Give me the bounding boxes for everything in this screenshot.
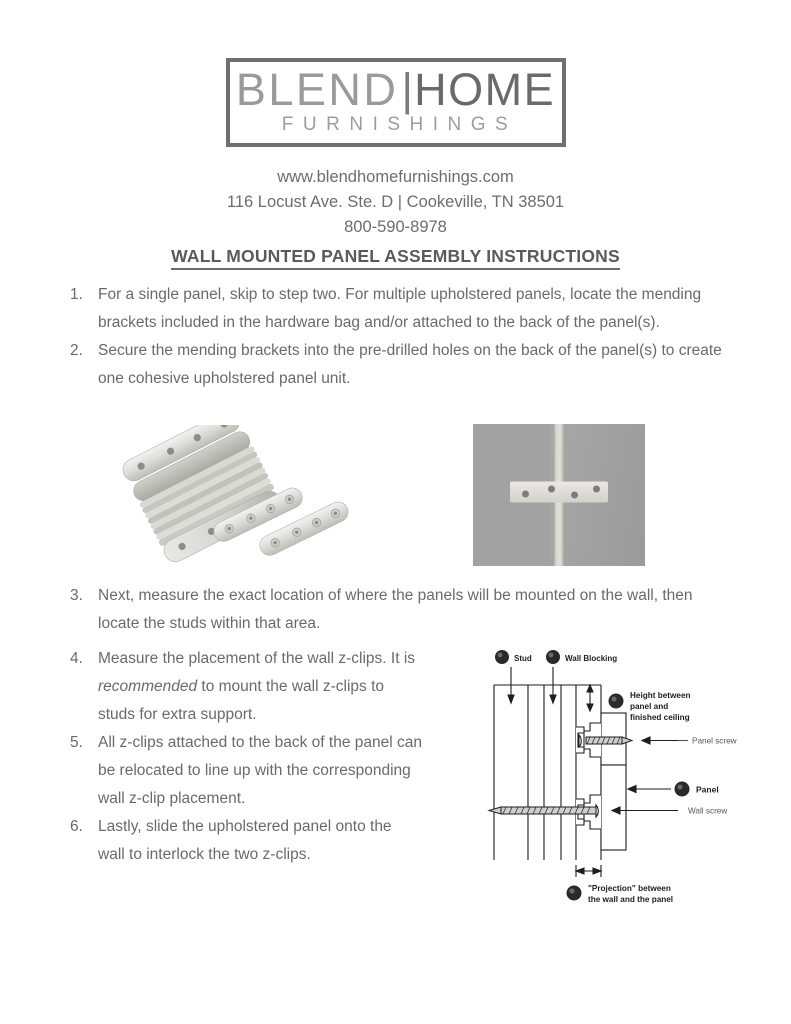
list-item [62,645,422,729]
bullet-stud [495,650,509,664]
diagram-label-stud: Stud [514,654,532,663]
step-number: 5. [70,734,83,751]
bullet-height [609,694,624,709]
bullet-panel [675,782,690,797]
diagram-label-panel: Panel [696,784,719,795]
logo-subtitle: FURNISHINGS [281,114,518,135]
panel-body [601,713,626,850]
screw-hole [548,486,555,493]
step-number: 4. [70,650,83,667]
diagram-label-wall-screw: Wall screw [688,806,728,816]
logo-word-home: HOME [414,64,556,115]
diagram-label-projection-2: the wall and the panel [588,895,674,904]
page-title-text: WALL MOUNTED PANEL ASSEMBLY INSTRUCTIONS [171,246,620,270]
list-item [62,813,422,869]
step-text: All z-clips attached to the back of the panel can be relocated to line up with the corresponding wall z-clip placement. [98,734,422,807]
step-number: 2. [70,342,83,359]
diagram-label-panel-screw: Panel screw [692,736,737,746]
diagram-label-height-3: finished ceiling [630,713,690,722]
height-arrowhead-down [587,704,593,711]
instruction-list-part1 [62,281,727,393]
screw-hole [522,491,529,498]
contact-block [0,165,791,240]
logo-divider: | [401,64,414,115]
logo-wordmark [235,64,556,115]
mending-brackets-photo [104,425,354,565]
step-text: Next, measure the exact location of where the panels will be mounted on the wall, then locate the studs within that area. [98,587,693,632]
list-item [62,582,727,638]
projection-dimension [576,865,601,877]
list-item [62,281,727,337]
bullet-wall-blocking-highlight [549,653,554,658]
step-number: 1. [70,286,83,303]
z-clip-cross-section-diagram [466,645,761,915]
stud-arrowhead [508,695,514,703]
panel-screw-arrowhead [642,737,650,744]
step-number: 6. [70,818,83,835]
step-text: Lastly, slide the upholstered panel onto the wall to interlock the two z-clips. [98,818,392,863]
company-logo [0,58,791,147]
blocking-arrowhead [550,695,556,703]
step-text: Measure the placement of the wall z-clips. It is recommended to mount the wall z-clips to studs for extra support. [98,650,416,723]
emphasis-text: recommended [98,678,198,695]
bullet-projection-highlight [570,889,575,894]
step-number: 3. [70,587,83,604]
diagram-label-height-2: panel and [630,702,669,711]
list-item [62,337,727,393]
screw-hole [593,486,600,493]
instruction-list-part3 [62,645,422,869]
logo-box [226,58,566,147]
bullet-height-highlight [612,697,617,702]
contact-address: 116 Locust Ave. Ste. D | Cookeville, TN 38501 [226,193,565,211]
step-text: For a single panel, skip to step two. For multiple upholstered panels, locate the mending brackets included in the hardware bag and/or attached to the back of the panel(s). [98,286,702,331]
instruction-list-part2 [62,582,727,638]
height-arrowhead-up [587,685,593,692]
bullet-projection [567,886,582,901]
diagram-label-height-1: Height between [630,691,691,700]
diagram-label-projection-1: "Projection" between [588,884,671,893]
panel-arrowhead [628,786,636,793]
bullet-wall-blocking [546,650,560,664]
diagram-label-wall-blocking: Wall Blocking [565,654,618,663]
logo-word-blend: BLEND [235,64,399,115]
bullet-panel-highlight [678,785,683,790]
mending-bracket-plate [510,482,608,503]
step-text: Secure the mending brackets into the pre-drilled holes on the back of the panel(s) to create one cohesive upholstered panel unit. [98,342,722,387]
bullet-stud-highlight [498,653,503,658]
list-item [62,729,422,813]
bracket-on-panel-photo [473,424,645,566]
contact-website[interactable]: www.blendhomefurnishings.com [277,168,514,186]
contact-phone[interactable]: 800-590-8978 [344,218,447,236]
page-title [0,246,791,267]
screw-hole [571,492,578,499]
